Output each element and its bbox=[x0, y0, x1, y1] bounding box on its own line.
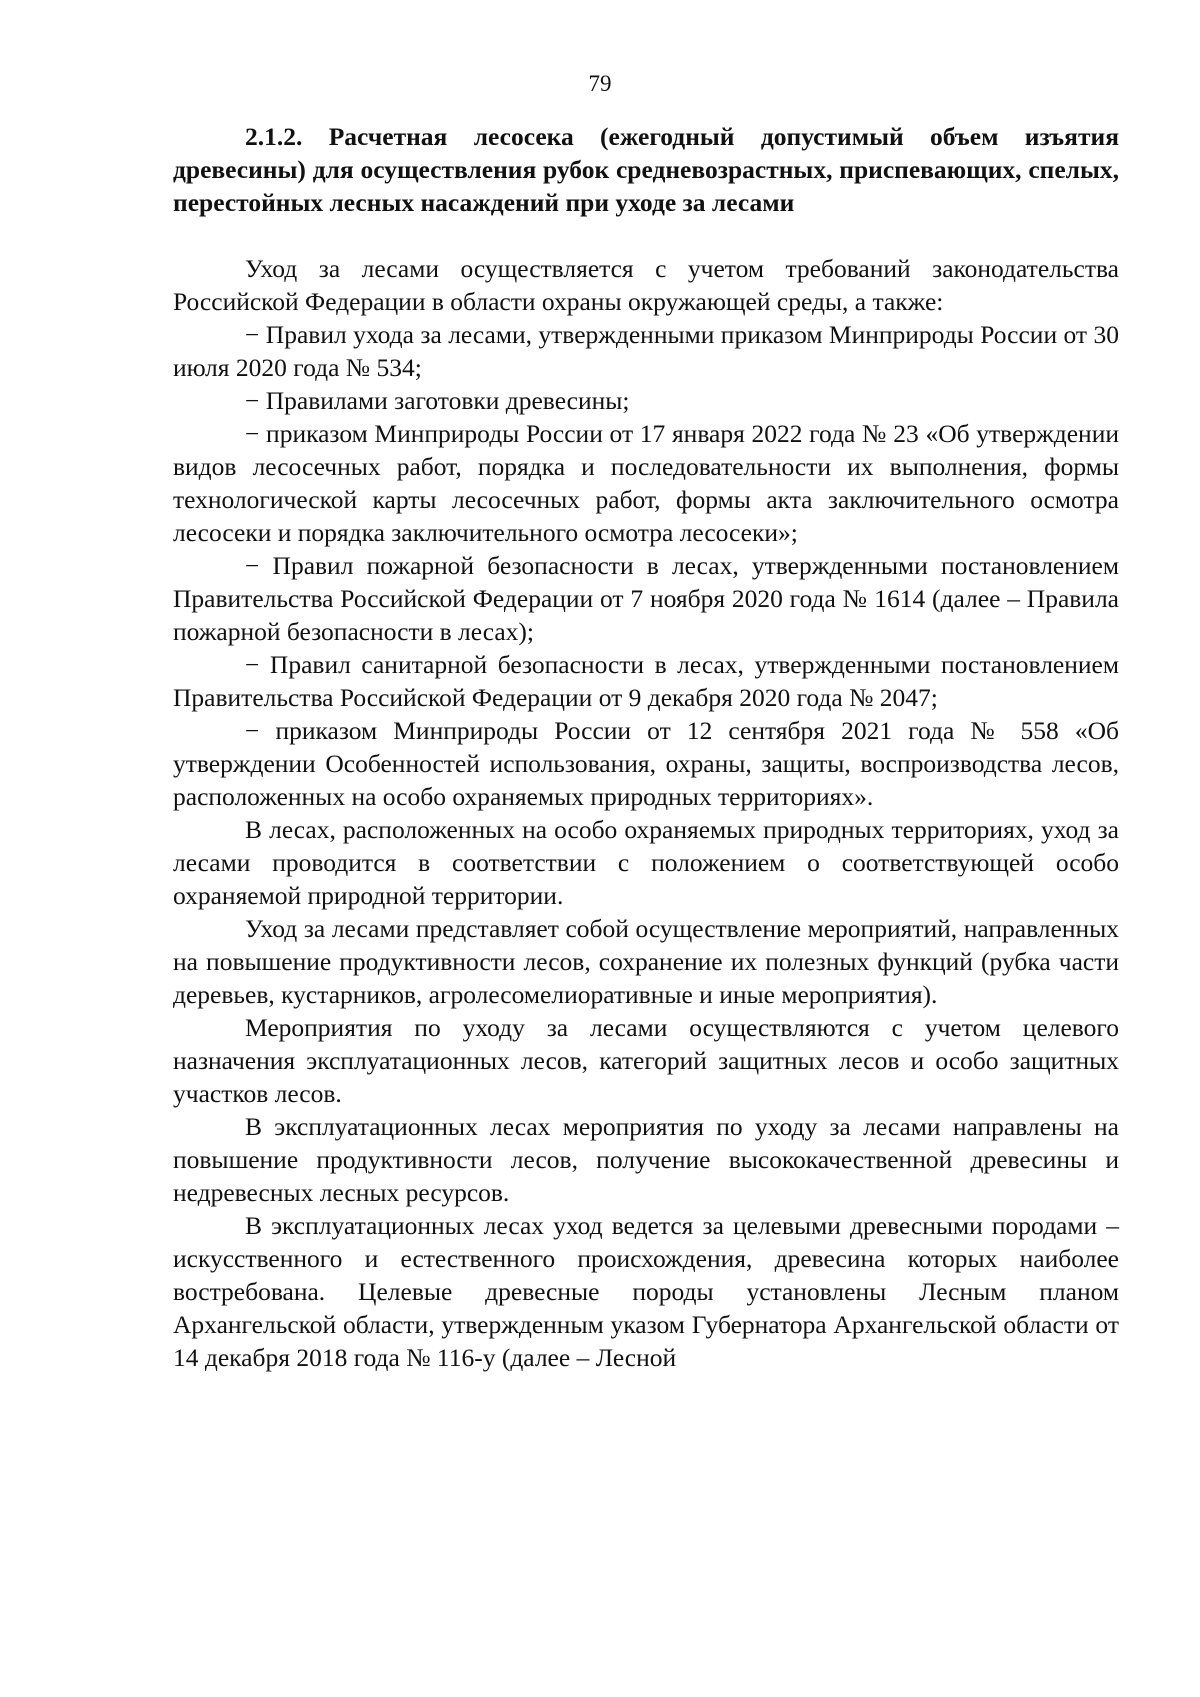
list-item-care-rules: − Правил ухода за лесами, утвержденными приказом Минприроды России от 30 июля 2020 года № 534; bbox=[173, 320, 1119, 382]
list-item-sanitary-rules: − Правил санитарной безопасности в лесах, утвержденными постановлением Правительства Российской Федерации от 9 декабря 2020 года № 2047; bbox=[173, 650, 1119, 712]
page-number: 79 bbox=[588, 71, 612, 96]
list-item-order-23: − приказом Минприроды России от 17 января 2022 года № 23 «Об утверждении видов лесосечных работ, порядка и последовательности их выполнения, формы технологической карты лесосечных работ, формы акта заключительного осмотра лесосеки и порядка заключительного осмотра лесосеки»; bbox=[173, 419, 1119, 547]
paragraph-target-species: В эксплуатационных лесах уход ведется за целевыми древесными породами – искусственного и естественного происхождения, древесина которых наиболее востребована. Целевые древесные породы установлены Лесным планом Архангельской области, утвержденным указом Губернатора Архангельской области от 14 декабря 2018 года № 116-у (далее – Лесной bbox=[173, 1211, 1119, 1372]
list-item-fire-safety-rules: − Правил пожарной безопасности в лесах, утвержденными постановлением Правительства Российской Федерации от 7 ноября 2020 года № 1614 (далее – Правила пожарной безопасности в лесах); bbox=[173, 551, 1119, 646]
paragraph-forest-care-definition: Уход за лесами представляет собой осуществление мероприятий, направленных на повышение продуктивности лесов, сохранение их полезных функций (рубка части деревьев, кустарников, агролесомелиоративные и иные мероприятия). bbox=[173, 914, 1119, 1009]
section-heading: 2.1.2. Расчетная лесосека (ежегодный допустимый объем изъятия древесины) для осуществления рубок средневозрастных, приспевающих, спелых, перестойных лесных насаждений при уходе за лесами bbox=[173, 122, 1119, 217]
paragraph-care-measures: Мероприятия по уходу за лесами осуществляются с учетом целевого назначения эксплуатационных лесов, категорий защитных лесов и особо защитных участков лесов. bbox=[173, 1013, 1119, 1108]
paragraph-intro: Уход за лесами осуществляется с учетом требований законодательства Российской Федерации в области охраны окружающей среды, а также: bbox=[173, 254, 1119, 316]
paragraph-exploitation-forests-goals: В эксплуатационных лесах мероприятия по уходу за лесами направлены на повышение продуктивности лесов, получение высококачественной древесины и недревесных лесных ресурсов. bbox=[173, 1112, 1119, 1207]
list-item-order-558: − приказом Минприроды России от 12 сентября 2021 года № 558 «Об утверждении Особенностей использования, охраны, защиты, воспроизводства лесов, расположенных на особо охраняемых природных территориях». bbox=[173, 716, 1119, 811]
paragraph-protected-areas: В лесах, расположенных на особо охраняемых природных территориях, уход за лесами проводится в соответствии с положением о соответствующей особо охраняемой природной территории. bbox=[173, 815, 1119, 910]
list-item-harvest-rules: − Правилами заготовки древесины; bbox=[245, 386, 630, 415]
body-text bbox=[173, 252, 1119, 1374]
